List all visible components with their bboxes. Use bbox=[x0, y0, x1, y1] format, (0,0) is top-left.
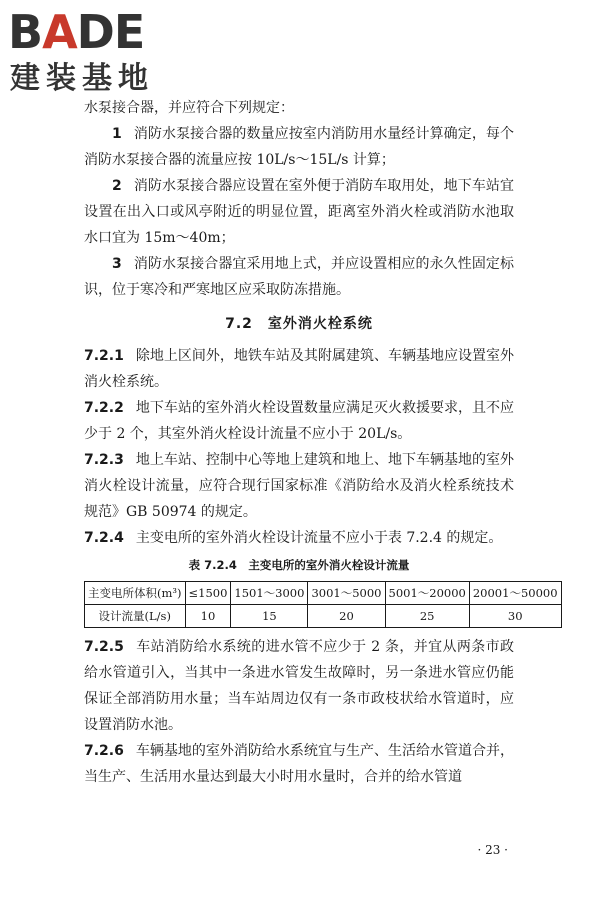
clause-paragraph bbox=[84, 525, 514, 551]
intro-items bbox=[84, 121, 514, 303]
clause-text: 地下车站的室外消火栓设置数量应满足灭火救援要求，且不应少于 2 个，其室外消火栓设计流量不应小于 20L/s。 bbox=[84, 400, 514, 442]
table-row-volume bbox=[85, 582, 562, 605]
table-cell: 10 bbox=[185, 605, 231, 628]
table-row-flow bbox=[85, 605, 562, 628]
intro-item-text: 消防水泵接合器宜采用地上式，并应设置相应的永久性固定标识，位于寒冷和严寒地区应采取防冻措施。 bbox=[84, 256, 514, 298]
intro-item-number: 2 bbox=[112, 178, 122, 194]
table-cell: 30 bbox=[469, 605, 561, 628]
intro-item-text: 消防水泵接合器的数量应按室内消防用水量经计算确定，每个消防水泵接合器的流量应按 10L/s～15L/s 计算； bbox=[84, 126, 514, 168]
clause-paragraph bbox=[84, 634, 514, 738]
logo-letter: B bbox=[8, 5, 43, 59]
bade-logo bbox=[8, 4, 178, 94]
intro-item-paragraph bbox=[84, 121, 514, 173]
flow-table bbox=[84, 581, 562, 628]
clauses-group-a bbox=[84, 343, 514, 551]
intro-line: 水泵接合器，并应符合下列规定： bbox=[84, 100, 294, 116]
logo-subtitle-text: 建装基地 bbox=[10, 61, 154, 94]
table-cell: 20 bbox=[308, 605, 385, 628]
bade-logo-graphic bbox=[8, 4, 178, 94]
intro-item-paragraph bbox=[84, 251, 514, 303]
logo-brand-text bbox=[8, 5, 144, 59]
table-column-header: 5001～20000 bbox=[385, 582, 469, 605]
clause-text: 车站消防给水系统的进水管不应少于 2 条，并宜从两条市政给水管道引入，当其中一条进水管发生故障时，另一条进水管应仍能保证全部消防用水量；当车站周边仅有一条市政枝状给水管道时，应设置消防水池。 bbox=[84, 639, 514, 733]
clause-text: 主变电所的室外消火栓设计流量不应小于表 7.2.4 的规定。 bbox=[135, 530, 503, 546]
table-column-header: 1501～3000 bbox=[231, 582, 308, 605]
clause-text: 车辆基地的室外消防给水系统宜与生产、生活给水管道合并，当生产、生活用水量达到最大小时用水量时，合并的给水管道 bbox=[84, 743, 514, 785]
table-column-header: 3001～5000 bbox=[308, 582, 385, 605]
clause-text: 除地上区间外，地铁车站及其附属建筑、车辆基地应设置室外消火栓系统。 bbox=[84, 348, 514, 390]
intro-item-paragraph bbox=[84, 173, 514, 251]
section-heading bbox=[84, 313, 514, 333]
table-caption: 表 7.2.4 主变电所的室外消火栓设计流量 bbox=[188, 558, 410, 572]
table-column-header: ≤1500 bbox=[185, 582, 231, 605]
clause-paragraph bbox=[84, 343, 514, 395]
clause-number: 7.2.5 bbox=[84, 639, 124, 655]
table-cell: 25 bbox=[385, 605, 469, 628]
clause-number: 7.2.2 bbox=[84, 400, 124, 416]
clause-paragraph bbox=[84, 395, 514, 447]
clause-paragraph bbox=[84, 738, 514, 790]
clause-paragraph bbox=[84, 447, 514, 525]
logo-letter: E bbox=[113, 5, 145, 59]
logo-letter: A bbox=[42, 5, 77, 59]
table-header-label: 主变电所体积(m³) bbox=[85, 582, 186, 605]
section-number: 7.2 bbox=[225, 316, 253, 332]
section-title: 室外消火栓系统 bbox=[267, 316, 373, 332]
intro-item-number: 1 bbox=[112, 126, 122, 142]
clauses-group-b bbox=[84, 634, 514, 790]
table-column-header: 20001～50000 bbox=[469, 582, 561, 605]
page-number: · 23 · bbox=[477, 843, 508, 857]
table-row-label: 设计流量(L/s) bbox=[85, 605, 186, 628]
clause-number: 7.2.3 bbox=[84, 452, 124, 468]
document-page bbox=[84, 95, 558, 790]
clause-text: 地上车站、控制中心等地上建筑和地上、地下车辆基地的室外消火栓设计流量，应符合现行国家标准《消防给水及消火栓系统技术规范》GB 50974 的规定。 bbox=[84, 452, 514, 520]
intro-item-text: 消防水泵接合器应设置在室外便于消防车取用处，地下车站宜设置在出入口或风亭附近的明显位置，距离室外消火栓或消防水池取水口宜为 15m～40m； bbox=[84, 178, 514, 246]
table-cell: 15 bbox=[231, 605, 308, 628]
clause-number: 7.2.4 bbox=[84, 530, 124, 546]
clause-number: 7.2.6 bbox=[84, 743, 124, 759]
logo-letter: D bbox=[76, 5, 114, 59]
clause-number: 7.2.1 bbox=[84, 348, 124, 364]
intro-item-number: 3 bbox=[112, 256, 122, 272]
